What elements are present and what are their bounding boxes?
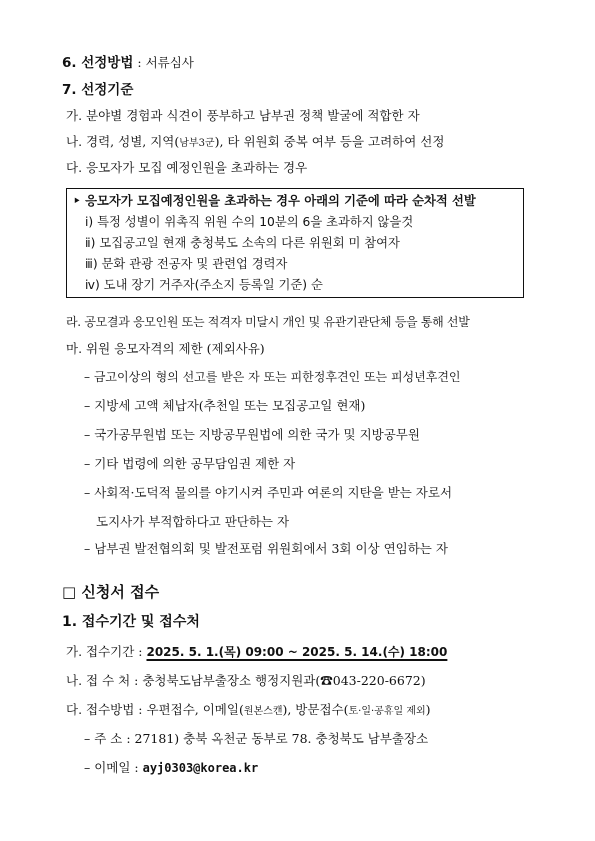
criteria-na-pre: 나. 경력, 성별, 지역(	[66, 134, 180, 149]
email-label: – 이메일 :	[84, 760, 143, 775]
restriction-item: – 사회적·도덕적 물의를 야기시켜 주민과 여론의 지탄을 받는 자로서	[84, 485, 453, 500]
criteria-da: 다. 응모자가 모집 예정인원을 초과하는 경우	[66, 160, 308, 175]
method-b-note: 토·일·공휴일 제외	[348, 706, 426, 717]
box-item-2: ⅱ) 모집공고일 현재 충청북도 소속의 다른 위원회 미 참여자	[85, 236, 400, 250]
restriction-item-continued: 도지사가 부적합하다고 판단하는 자	[96, 514, 290, 529]
section-7-title: 7. 선정기준	[62, 82, 134, 98]
method-a-note: 원본스캔	[243, 706, 283, 717]
period-line	[66, 644, 447, 660]
method-label: 다. 접수방법 :	[66, 702, 147, 717]
selection-method-line	[62, 55, 194, 71]
box-title: ‣ 응모자가 모집예정인원을 초과하는 경우 아래의 기준에 따라 순차적 선발	[73, 194, 476, 208]
box-item-4: ⅳ) 도내 장기 거주자(주소지 등록일 기준) 순	[85, 278, 323, 292]
method-b: ), 방문접수(	[282, 702, 349, 717]
restriction-item: – 기타 법령에 의한 공무담임권 제한 자	[84, 456, 296, 471]
section-6-value: 서류심사	[145, 55, 194, 70]
criteria-na-small: 남부3군	[179, 138, 215, 149]
restriction-item: – 남부권 발전협의회 및 발전포럼 위원회에서 3회 이상 연임하는 자	[84, 541, 448, 556]
criteria-ra: 라. 공모결과 응모인원 또는 적격자 미달시 개인 및 유관기관단체 등을 통해 선발	[66, 315, 470, 329]
section-6-sep: :	[133, 55, 146, 70]
method-line	[66, 702, 431, 720]
method-a: 우편접수, 이메일(	[146, 702, 244, 717]
period-value: 2025. 5. 1.(목) 09:00 ~ 2025. 5. 14.(수) 18:00	[146, 645, 448, 659]
application-section-title: □ 신청서 접수	[62, 583, 160, 601]
restriction-item: – 금고이상의 형의 선고를 받은 자 또는 피한정후견인 또는 피성년후견인	[84, 370, 461, 384]
application-subtitle: 1. 접수기간 및 접수처	[62, 614, 200, 630]
box-item-1: ⅰ) 특정 성별이 위촉직 위원 수의 10분의 6을 초과하지 않을것	[85, 215, 414, 229]
place-value: 충청북도남부출장소 행정지원과(☎043-220-6672)	[142, 673, 426, 688]
criteria-na-post: ), 타 위원회 중복 여부 등을 고려하여 선정	[214, 134, 445, 149]
section-6-title: 6. 선정방법	[62, 55, 134, 71]
criteria-ga: 가. 분야별 경험과 식견이 풍부하고 남부권 정책 발굴에 적합한 자	[66, 108, 420, 123]
criteria-na	[66, 134, 444, 152]
period-label: 가. 접수기간 :	[66, 644, 147, 659]
email-link[interactable]: ayj0303@korea.kr	[142, 761, 259, 775]
email-line	[84, 760, 258, 776]
place-line	[66, 673, 426, 689]
method-c: )	[425, 702, 431, 717]
place-label: 나. 접 수 처 :	[66, 673, 143, 688]
criteria-box	[66, 188, 524, 298]
address-line: – 주 소 : 27181) 충북 옥천군 동부로 78. 충청북도 남부출장소	[84, 731, 429, 746]
restriction-item: – 국가공무원법 또는 지방공무원법에 의한 국가 및 지방공무원	[84, 427, 420, 442]
box-item-3: ⅲ) 문화 관광 전공자 및 관련업 경력자	[85, 257, 288, 271]
criteria-ma: 마. 위원 응모자격의 제한 (제외사유)	[66, 341, 265, 356]
restriction-item: – 지방세 고액 체납자(추천일 또는 모집공고일 현재)	[84, 398, 366, 413]
